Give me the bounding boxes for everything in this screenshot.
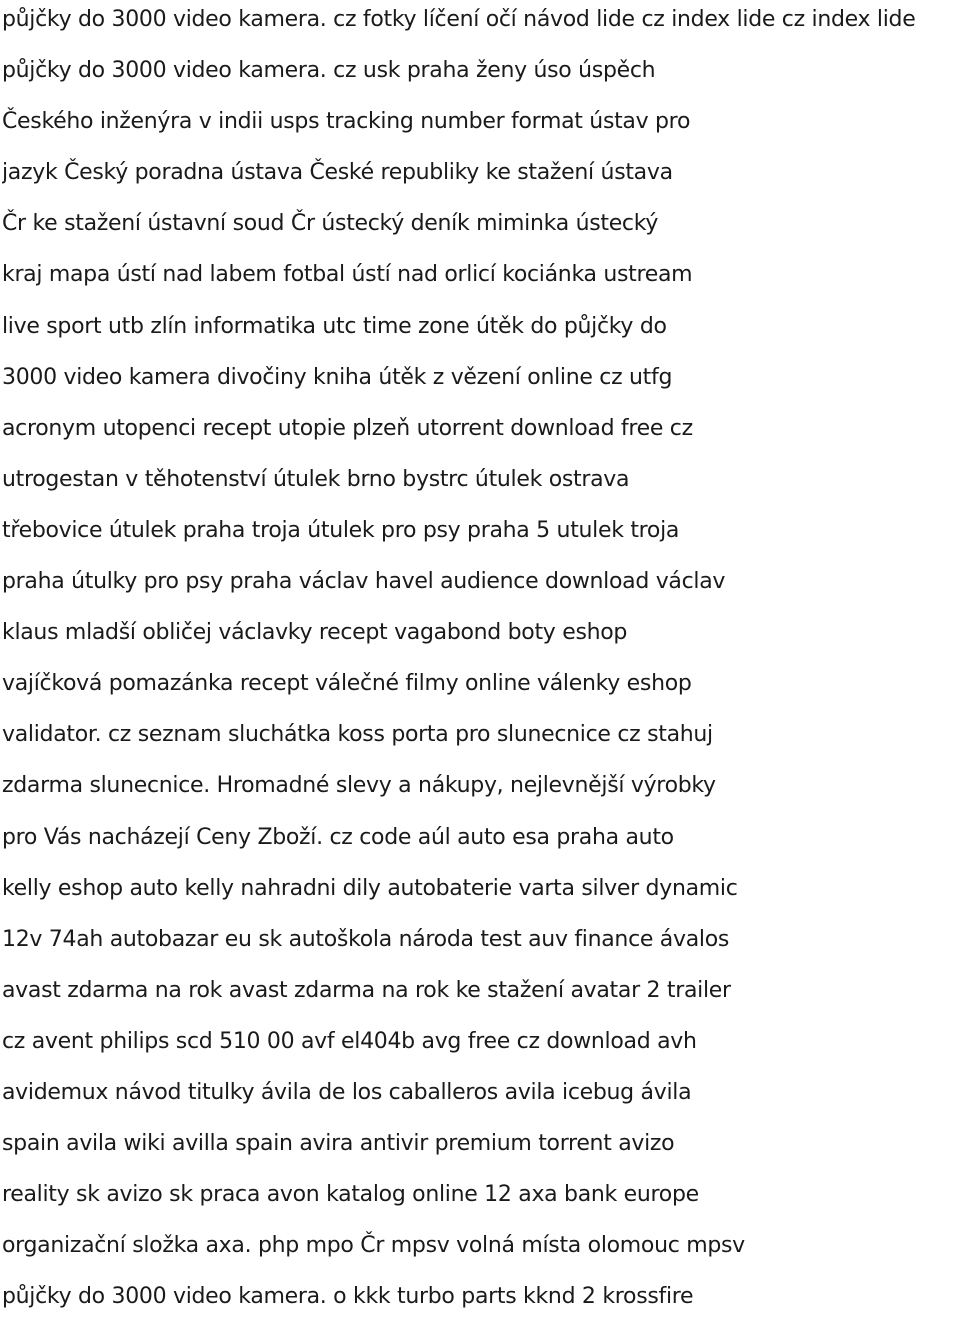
text-line: kraj mapa ústí nad labem fotbal ústí nad orlicí kociánka ustream bbox=[2, 262, 693, 288]
text-line: půjčky do 3000 video kamera. o kkk turbo parts kknd 2 krossfire bbox=[2, 1284, 694, 1310]
text-line: zdarma slunecnice. Hromadné slevy a nákupy, nejlevnější výrobky bbox=[2, 773, 716, 799]
text-line: Českého inženýra v indii usps tracking number format ústav pro bbox=[2, 109, 691, 135]
text-line: klaus mladší obličej václavky recept vagabond boty eshop bbox=[2, 620, 628, 646]
text-line: pro Vás nacházejí Ceny Zboží. cz code aúl auto esa praha auto bbox=[2, 824, 674, 850]
text-line: validator. cz seznam sluchátka koss porta pro slunecnice cz stahuj bbox=[2, 722, 713, 748]
text-line: cz avent philips scd 510 00 avf el404b avg free cz download avh bbox=[2, 1028, 697, 1054]
text-line: Čr ke stažení ústavní soud Čr ústecký deník miminka ústecký bbox=[2, 211, 659, 237]
text-line: avast zdarma na rok avast zdarma na rok ke stažení avatar 2 trailer bbox=[2, 977, 731, 1003]
text-line: utrogestan v těhotenství útulek brno bystrc útulek ostrava bbox=[2, 466, 630, 492]
text-line: vajíčková pomazánka recept válečné filmy online válenky eshop bbox=[2, 671, 692, 697]
text-line: praha útulky pro psy praha václav havel audience download václav bbox=[2, 569, 726, 595]
text-line: 3000 video kamera divočiny kniha útěk z vězení online cz utfg bbox=[2, 364, 673, 390]
text-line: reality sk avizo sk praca avon katalog online 12 axa bank europe bbox=[2, 1182, 699, 1208]
text-line: 12v 74ah autobazar eu sk autoškola národa test auv finance ávalos bbox=[2, 926, 730, 952]
text-line: avidemux návod titulky ávila de los caballeros avila icebug ávila bbox=[2, 1079, 692, 1105]
text-line: třebovice útulek praha troja útulek pro psy praha 5 utulek troja bbox=[2, 517, 680, 543]
text-line: spain avila wiki avilla spain avira antivir premium torrent avizo bbox=[2, 1131, 675, 1157]
text-line: jazyk Český poradna ústava České republiky ke stažení ústava bbox=[2, 160, 673, 186]
text-line: půjčky do 3000 video kamera. cz usk praha ženy úso úspěch bbox=[2, 58, 656, 84]
text-line: acronym utopenci recept utopie plzeň utorrent download free cz bbox=[2, 415, 693, 441]
document-body bbox=[2, 0, 960, 1322]
text-line: půjčky do 3000 video kamera. cz fotky líčení očí návod lide cz index lide cz index lide bbox=[2, 7, 916, 32]
text-line: kelly eshop auto kelly nahradni dily autobaterie varta silver dynamic bbox=[2, 875, 738, 901]
text-line: live sport utb zlín informatika utc time zone útěk do půjčky do bbox=[2, 313, 667, 339]
text-line: organizační složka axa. php mpo Čr mpsv volná místa olomouc mpsv bbox=[2, 1233, 745, 1259]
